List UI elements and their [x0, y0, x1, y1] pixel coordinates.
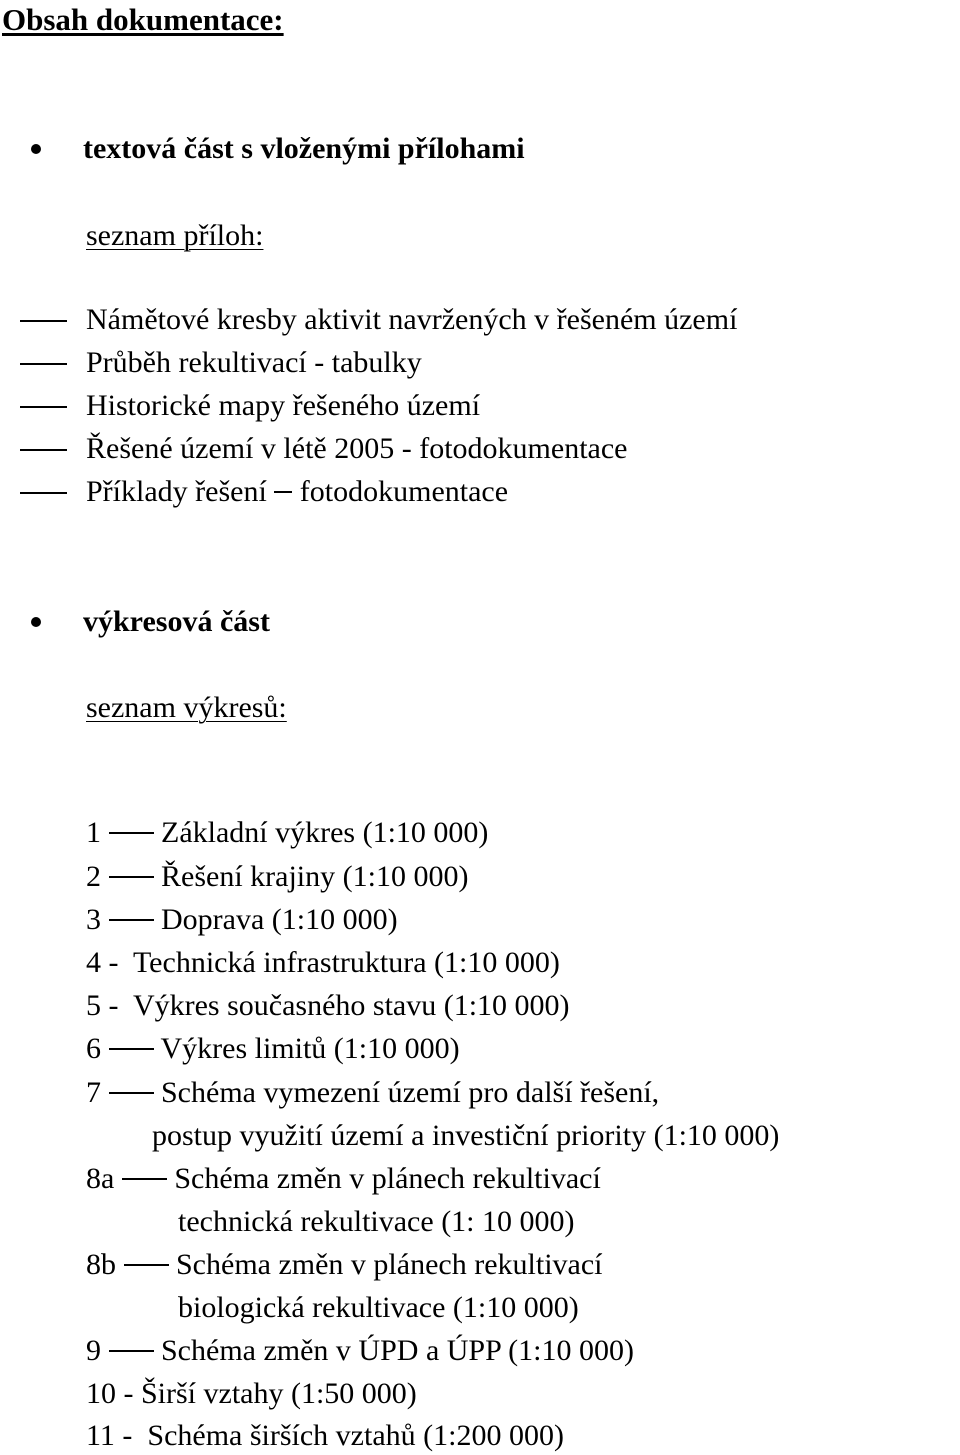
dash-icon	[20, 492, 67, 494]
drawing-title: Řešení krajiny (1:10 000)	[161, 860, 469, 893]
drawing-title-continuation: postup využití území a investiční priority (1:10 000)	[152, 1119, 780, 1152]
drawing-number: 2	[86, 860, 101, 893]
drawing-number: 5	[86, 989, 101, 1022]
drawing-item	[86, 1161, 601, 1197]
drawing-title-continuation: technická rekultivace (1: 10 000)	[178, 1205, 575, 1238]
appendix-item: Řešené území v létě 2005 - fotodokumentace	[86, 432, 628, 465]
drawing-title: Schéma změn v plánech rekultivací	[176, 1248, 603, 1281]
dash-icon	[20, 363, 67, 365]
drawing-item	[86, 902, 398, 938]
appendix-list-heading: seznam příloh:	[86, 219, 264, 252]
section-heading-text: textová část s vloženými přílohami	[83, 132, 525, 165]
drawing-title: Širší vztahy (1:50 000)	[141, 1377, 417, 1410]
drawing-number: 6	[86, 1032, 101, 1065]
drawing-number: 8a	[86, 1162, 115, 1195]
drawing-title: Výkres současného stavu (1:10 000)	[132, 989, 570, 1022]
dash-icon	[122, 1178, 167, 1180]
dash-icon	[109, 876, 154, 878]
drawing-title: Základní výkres (1:10 000)	[161, 816, 489, 849]
page-title: Obsah dokumentace:	[2, 2, 284, 37]
appendix-item: Námětové kresby aktivit navržených v řešeném území	[86, 303, 738, 336]
dash-icon	[20, 406, 67, 408]
drawing-number: 3	[86, 903, 101, 936]
drawing-item	[86, 859, 468, 895]
dash-icon	[109, 832, 154, 834]
drawing-number: 1	[86, 816, 101, 849]
drawing-number: 7	[86, 1076, 101, 1109]
bullet-icon	[31, 144, 41, 154]
dash-icon	[109, 1350, 154, 1352]
dash-icon	[109, 1092, 154, 1094]
drawing-title: Schéma širších vztahů (1:200 000)	[147, 1419, 564, 1452]
dash-icon	[124, 1264, 169, 1266]
appendix-item-label2: fotodokumentace	[299, 475, 509, 508]
drawing-number: 8b	[86, 1248, 116, 1281]
drawing-title-continuation: biologická rekultivace (1:10 000)	[178, 1291, 579, 1324]
drawing-item	[86, 1247, 603, 1283]
drawing-title: Schéma vymezení území pro další řešení,	[161, 1076, 660, 1109]
bullet-icon	[31, 617, 41, 627]
drawing-title: Doprava (1:10 000)	[161, 903, 398, 936]
drawing-number: 11	[86, 1419, 115, 1452]
dash-icon	[109, 919, 154, 921]
drawing-item: 5 - Výkres současného stavu (1:10 000)	[86, 989, 570, 1022]
drawing-title: Výkres limitů (1:10 000)	[160, 1032, 460, 1065]
dash-icon	[109, 1048, 154, 1050]
drawing-item: 4 - Technická infrastruktura (1:10 000)	[86, 946, 560, 979]
drawing-title: Technická infrastruktura (1:10 000)	[132, 946, 560, 979]
appendix-item: Průběh rekultivací - tabulky	[86, 346, 422, 379]
appendix-item-last	[86, 474, 508, 510]
drawing-number: 4	[86, 946, 101, 979]
drawing-item	[86, 1031, 460, 1067]
drawing-number: 10	[86, 1377, 116, 1410]
drawing-item	[86, 1075, 659, 1111]
dash-icon	[274, 491, 292, 493]
drawing-number: 9	[86, 1334, 101, 1367]
drawing-title: Schéma změn v ÚPD a ÚPP (1:10 000)	[161, 1334, 634, 1367]
drawing-item: 11 - Schéma širších vztahů (1:200 000)	[86, 1419, 564, 1452]
drawing-title: Schéma změn v plánech rekultivací	[174, 1162, 601, 1195]
section-heading-text: výkresová část	[83, 605, 270, 638]
drawing-list-heading: seznam výkresů:	[86, 691, 287, 724]
dash-icon	[20, 320, 67, 322]
drawing-item	[86, 1333, 634, 1369]
drawing-item	[86, 815, 488, 851]
dash-icon	[20, 449, 67, 451]
appendix-item: Historické mapy řešeného území	[86, 389, 481, 422]
drawing-item: 10 - Širší vztahy (1:50 000)	[86, 1377, 417, 1410]
appendix-item-label: Příklady řešení	[86, 475, 267, 508]
